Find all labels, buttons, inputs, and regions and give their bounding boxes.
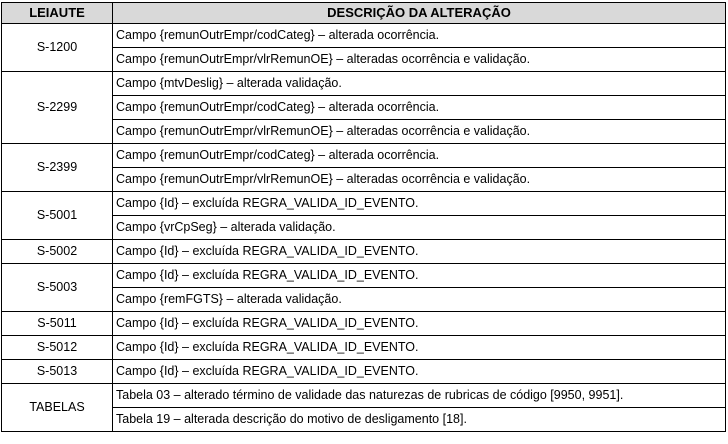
layout-cell: S-5011	[2, 312, 113, 336]
table-row	[2, 24, 726, 48]
change-description-cell: Campo {Id} – excluída REGRA_VALIDA_ID_EVENTO.	[113, 360, 726, 384]
table-row	[2, 144, 726, 168]
layout-cell: S-5012	[2, 336, 113, 360]
table-row	[2, 384, 726, 408]
changes-table	[1, 2, 726, 432]
layout-cell: S-5002	[2, 240, 113, 264]
table-row	[2, 312, 726, 336]
table-row	[2, 72, 726, 96]
table-row	[2, 192, 726, 216]
change-description-cell: Campo {remunOutrEmpr/codCateg} – alterada ocorrência.	[113, 24, 726, 48]
change-description-cell: Campo {remunOutrEmpr/vlrRemunOE} – alteradas ocorrência e validação.	[113, 168, 726, 192]
change-description-cell: Campo {remunOutrEmpr/codCateg} – alterada ocorrência.	[113, 96, 726, 120]
change-description-cell: Tabela 19 – alterada descrição do motivo de desligamento [18].	[113, 408, 726, 432]
header-layout: LEIAUTE	[2, 3, 113, 24]
change-description-cell: Campo {Id} – excluída REGRA_VALIDA_ID_EVENTO.	[113, 192, 726, 216]
change-description-cell: Campo {vrCpSeg} – alterada validação.	[113, 216, 726, 240]
layout-cell: S-1200	[2, 24, 113, 72]
change-description-cell: Campo {Id} – excluída REGRA_VALIDA_ID_EVENTO.	[113, 264, 726, 288]
layout-cell: S-5001	[2, 192, 113, 240]
layout-cell: S-5013	[2, 360, 113, 384]
layout-cell: S-2399	[2, 144, 113, 192]
change-description-cell: Campo {remunOutrEmpr/codCateg} – alterada ocorrência.	[113, 144, 726, 168]
table-row	[2, 264, 726, 288]
layout-cell: S-2299	[2, 72, 113, 144]
header-row	[2, 3, 726, 24]
change-description-cell: Campo {Id} – excluída REGRA_VALIDA_ID_EVENTO.	[113, 336, 726, 360]
change-description-cell: Tabela 03 – alterado término de validade das naturezas de rubricas de código [9950, 9951].	[113, 384, 726, 408]
change-description-cell: Campo {mtvDeslig} – alterada validação.	[113, 72, 726, 96]
change-description-cell: Campo {Id} – excluída REGRA_VALIDA_ID_EVENTO.	[113, 312, 726, 336]
change-description-cell: Campo {remFGTS} – alterada validação.	[113, 288, 726, 312]
table-row	[2, 336, 726, 360]
table-body	[2, 24, 726, 432]
layout-cell: TABELAS	[2, 384, 113, 432]
layout-cell: S-5003	[2, 264, 113, 312]
header-description: DESCRIÇÃO DA ALTERAÇÃO	[113, 3, 726, 24]
table-row	[2, 240, 726, 264]
change-description-cell: Campo {remunOutrEmpr/vlrRemunOE} – alteradas ocorrência e validação.	[113, 48, 726, 72]
table-row	[2, 360, 726, 384]
change-description-cell: Campo {remunOutrEmpr/vlrRemunOE} – alteradas ocorrência e validação.	[113, 120, 726, 144]
change-description-cell: Campo {Id} – excluída REGRA_VALIDA_ID_EVENTO.	[113, 240, 726, 264]
